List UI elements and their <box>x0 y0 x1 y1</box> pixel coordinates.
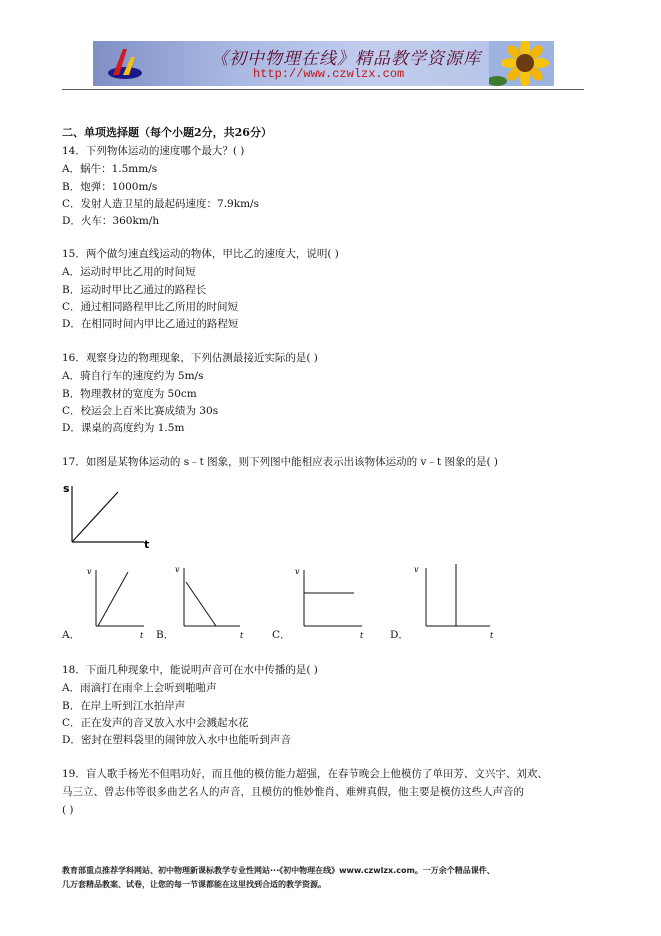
option-a-label: A． <box>62 629 81 641</box>
question-18-stem: 18．下面几种现象中，能说明声音可在水中传播的是( ) <box>62 664 318 676</box>
sunflower-icon <box>489 41 554 86</box>
s-t-graph <box>58 478 158 552</box>
question-15-option-b: B．运动时甲比乙通过的路程长 <box>62 284 207 296</box>
option-d-v-label: v <box>414 565 419 574</box>
footer-line-2: 几万套精品教案、试卷，让您的每一节课都能在这里找到合适的教学资源。 <box>62 880 326 889</box>
header-banner <box>93 41 554 86</box>
footer <box>62 864 602 892</box>
option-a-graph <box>84 560 154 640</box>
option-b-t-label: t <box>240 631 244 640</box>
option-c-t-label: t <box>360 631 364 640</box>
question-14-option-d: D．火车：360km/h <box>62 215 160 227</box>
logo-icon <box>105 45 145 83</box>
question-14-option-a: A．蜗牛：1.5mm/s <box>62 163 158 175</box>
header-url[interactable]: http://www.czwlzx.com <box>253 67 405 81</box>
header-title: 《初中物理在线》精品教学资源库 <box>211 49 481 69</box>
option-b-graph <box>170 558 250 640</box>
question-19-stem-line-2: 马三立、曾志伟等很多曲艺名人的声音，且模仿的惟妙惟肖、难辨真假，他主要是模仿这些人声音的 <box>62 786 524 798</box>
question-18-option-d: D．密封在塑料袋里的闹钟放入水中也能听到声音 <box>62 734 291 746</box>
option-d-graph <box>410 560 500 640</box>
option-b-label: B． <box>156 629 175 641</box>
footer-line-1: 教育部重点推荐学科网站、初中物理新课标教学专业性网站···《初中物理在线》www.czwlzx.com。一万余个精品课件、 <box>62 866 495 875</box>
option-a-v-label: v <box>87 567 92 576</box>
question-15-option-d: D．在相同时间内甲比乙通过的路程短 <box>62 318 239 330</box>
t-axis-label: t <box>144 538 150 551</box>
option-c-v-label: v <box>295 567 300 576</box>
question-16-option-b: B．物理教材的宽度为 50cm <box>62 388 197 400</box>
header-rule <box>62 89 584 90</box>
question-18-option-b: B．在岸上听到江水拍岸声 <box>62 700 186 712</box>
s-t-line <box>72 492 118 542</box>
question-15-option-c: C．通过相同路程甲比乙所用的时间短 <box>62 301 239 313</box>
question-16-option-d: D．课桌的高度约为 1.5m <box>62 422 185 434</box>
question-18-option-a: A．雨滴打在雨伞上会听到啪啪声 <box>62 682 217 694</box>
option-c-label: C． <box>272 629 291 641</box>
question-15-stem: 15．两个做匀速直线运动的物体，甲比乙的速度大，说明( ) <box>62 248 339 260</box>
question-19-stem-line-1: 19．盲人歌手杨光不但唱功好，而且他的模仿能力超强，在春节晚会上他模仿了单田芳、文兴宇、刘欢、 <box>62 768 548 780</box>
section-heading: 二、单项选择题（每个小题2分，共26分） <box>62 126 272 139</box>
question-14-stem: 14．下列物体运动的速度哪个最大？( ) <box>62 145 245 157</box>
question-14-option-b: B．炮弹：1000m/s <box>62 181 158 193</box>
question-18-option-c: C．正在发声的音叉放入水中会溅起水花 <box>62 717 249 729</box>
question-14-option-c: C．发射人造卫星的最起码速度：7.9km/s <box>62 198 259 210</box>
question-15-option-a: A．运动时甲比乙用的时间短 <box>62 266 196 278</box>
s-axis-label: s <box>63 482 70 495</box>
question-19-stem-line-3: ( ) <box>62 804 74 816</box>
option-c-graph <box>290 560 370 640</box>
question-16-stem: 16．观察身边的物理现象，下列估测最接近实际的是( ) <box>62 352 318 364</box>
option-d-t-label: t <box>490 631 494 640</box>
question-16-option-c: C．校运会上百米比赛成绩为 30s <box>62 405 219 417</box>
option-d-label: D． <box>390 629 409 641</box>
option-a-t-label: t <box>140 631 144 640</box>
question-17-stem: 17．如图是某物体运动的 s﹣t 图象，则下列图中能相应表示出该物体运动的 v﹣t 图象的是( ) <box>62 456 498 468</box>
option-b-v-label: v <box>175 565 180 574</box>
question-16-option-a: A．骑自行车的速度约为 5m/s <box>62 370 204 382</box>
